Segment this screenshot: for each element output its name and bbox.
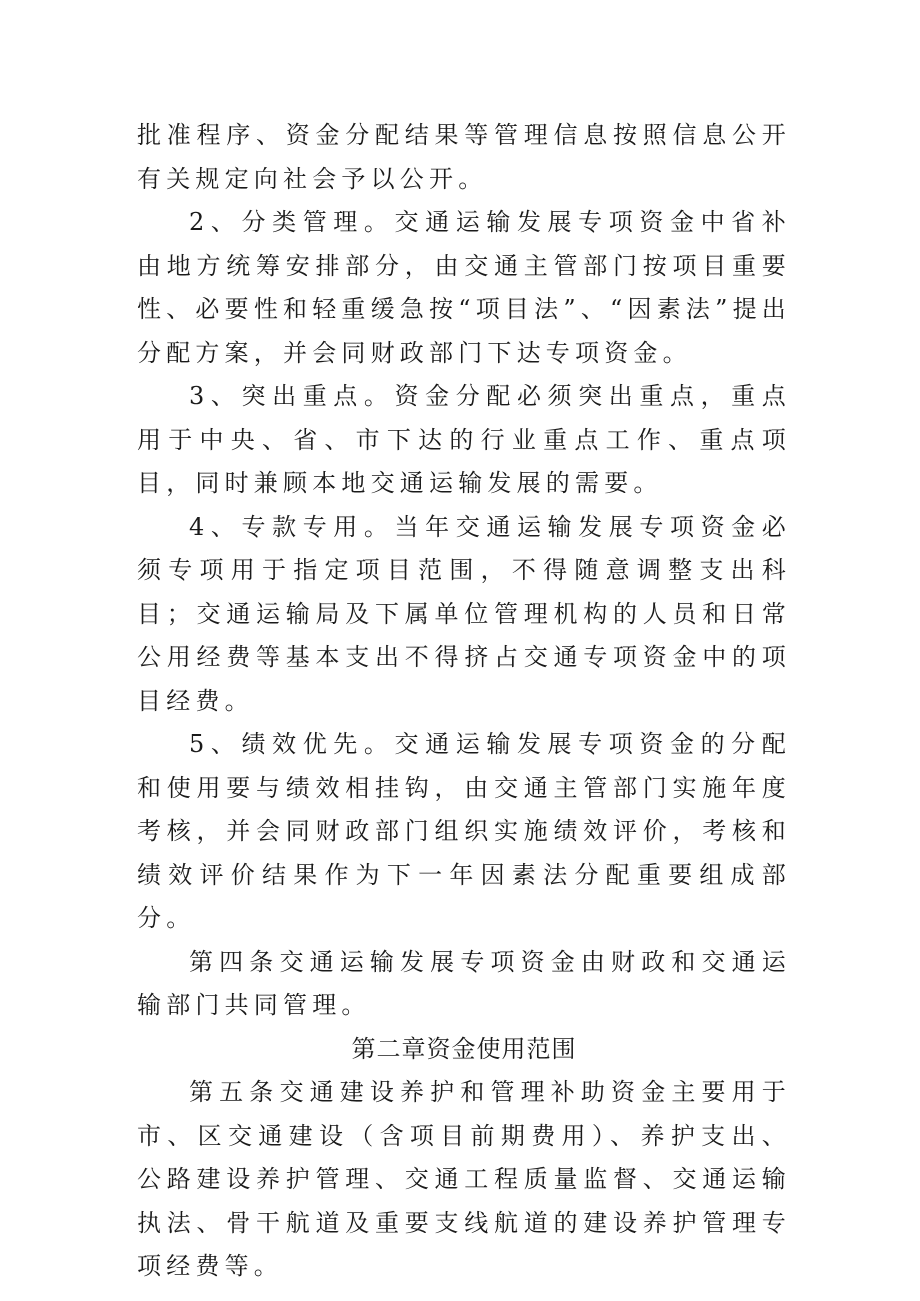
paragraph-earmarked-funds: 4、专款专用。当年交通运输发展专项资金必须专项用于指定项目范围，不得随意调整支出科目；交通运输局及下属单位管理机构的人员和日常公用经费等基本支出不得挤占交通专项资金中的项目经费。 (137, 512, 791, 715)
document-page (137, 114, 791, 1289)
paragraph-performance-first: 5、绩效优先。交通运输发展专项资金的分配和使用要与绩效相挂钩，由交通主管部门实施年度考核，并会同财政部门组织实施绩效评价，考核和绩效评价结果作为下一年因素法分配重要组成部分。 (137, 730, 791, 932)
paragraph-article-four: 第四条交通运输发展专项资金由财政和交通运输部门共同管理。 (137, 947, 791, 1019)
paragraph-approval-disclosure: 批准程序、资金分配结果等管理信息按照信息公开有关规定向社会予以公开。 (137, 121, 791, 193)
paragraph-classified-management: 2、分类管理。交通运输发展专项资金中省补由地方统筹安排部分，由交通主管部门按项目重要性、必要性和轻重缓急按“项目法”、“因素法”提出分配方案，并会同财政部门下达专项资金。 (137, 208, 791, 367)
paragraph-highlight-priorities: 3、突出重点。资金分配必须突出重点，重点用于中央、省、市下达的行业重点工作、重点项目，同时兼顾本地交通运输发展的需要。 (137, 382, 791, 497)
paragraph-article-five: 第五条交通建设养护和管理补助资金主要用于市、区交通建设（含项目前期费用）、养护支出、公路建设养护管理、交通工程质量监督、交通运输执法、骨干航道及重要支线航道的建设养护管理专项经费等。 (137, 1078, 791, 1280)
chapter-heading: 第二章资金使用范围 (351, 1034, 577, 1063)
